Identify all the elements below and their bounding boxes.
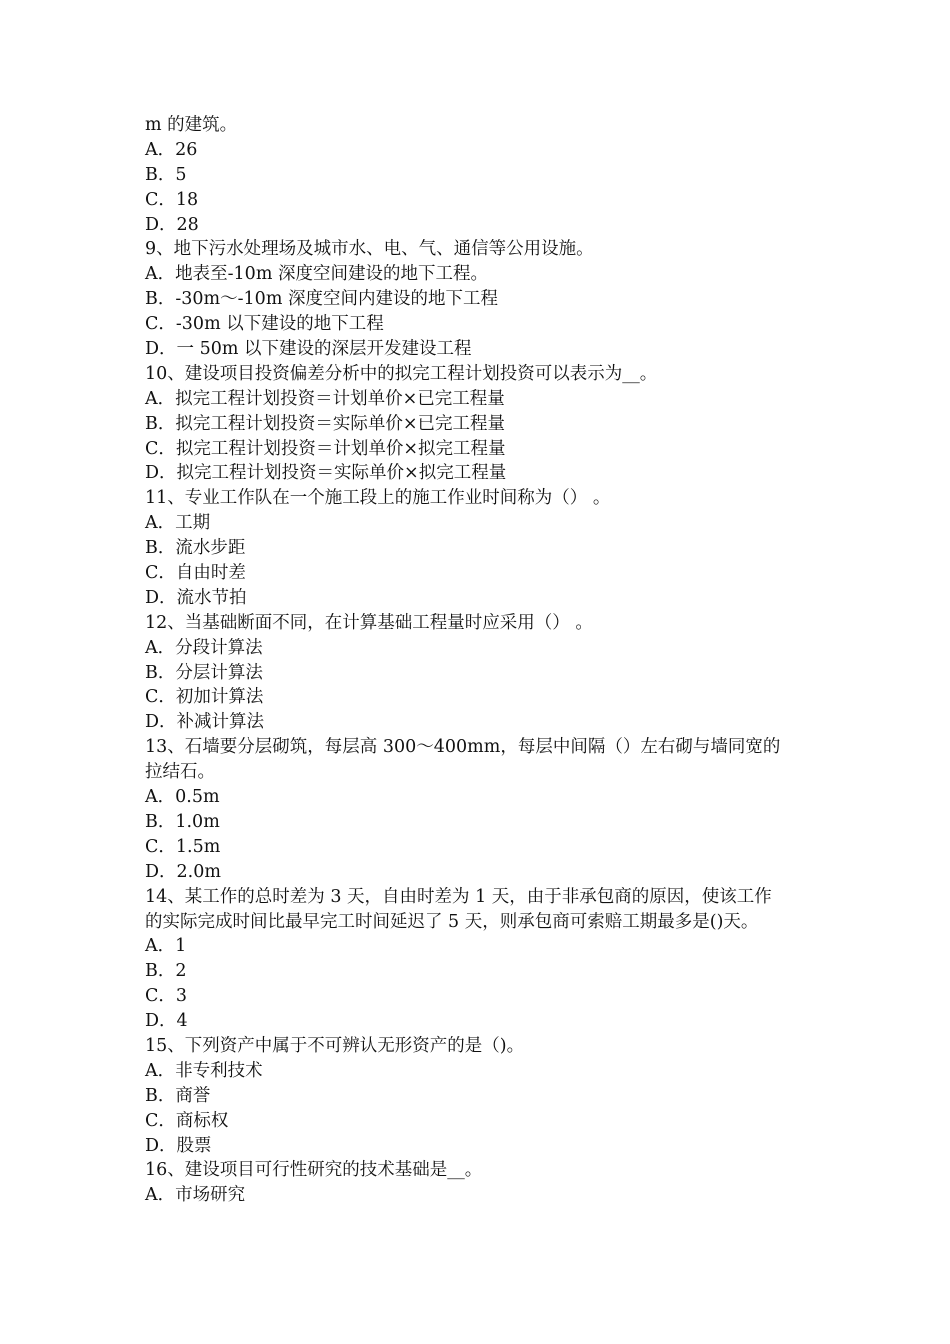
option-c: C．3 <box>145 986 188 1007</box>
question-14: 14、某工作的总时差为 3 天，自由时差为 1 天，由于非承包商的原因，使该工作 <box>145 886 772 907</box>
option-b: B．2 <box>145 961 187 982</box>
option-b: B．拟完工程计划投资＝实际单价×已完工程量 <box>145 413 506 434</box>
text-line: m 的建筑。 <box>145 115 238 135</box>
option-d: D．一 50m 以下建设的深层开发建设工程 <box>145 339 472 360</box>
question-13-continued: 拉结石。 <box>145 762 215 783</box>
option-a: A．地表至-10m 深度空间建设的地下工程。 <box>145 264 488 285</box>
option-a: A．非专利技术 <box>145 1060 263 1081</box>
option-b: B．分层计算法 <box>145 662 263 683</box>
question-9: 9、地下污水处理场及城市水、电、气、通信等公用设施。 <box>145 239 594 260</box>
option-c: C．初加计算法 <box>145 687 264 708</box>
option-a: A．1 <box>145 936 187 957</box>
option-c: C．自由时差 <box>145 563 246 584</box>
option-d: D．补减计算法 <box>145 712 265 733</box>
option-c: C．1.5m <box>145 836 221 857</box>
option-a: A．26 <box>145 139 198 160</box>
option-a: A．分段计算法 <box>145 637 263 658</box>
question-15: 15、下列资产中属于不可辨认无形资产的是（)。 <box>145 1035 525 1056</box>
option-d: D．股票 <box>145 1135 212 1156</box>
question-13: 13、石墙要分层砌筑，每层高 300～400mm，每层中间隔（）左右砌与墙同宽的 <box>145 737 781 758</box>
option-c: C．-30m 以下建设的地下工程 <box>145 314 384 335</box>
option-d: D．28 <box>145 214 199 235</box>
question-10: 10、建设项目投资偏差分析中的拟完工程计划投资可以表示为__。 <box>145 363 658 384</box>
option-b: B．流水步距 <box>145 538 246 559</box>
option-a: A．拟完工程计划投资＝计划单价×已完工程量 <box>145 388 505 409</box>
option-d: D．2.0m <box>145 861 221 882</box>
option-b: B．-30m～-10m 深度空间内建设的地下工程 <box>145 289 498 310</box>
option-d: D．拟完工程计划投资＝实际单价×拟完工程量 <box>145 463 507 484</box>
question-14-continued: 的实际完成时间比最早完工时间延迟了 5 天，则承包商可索赔工期最多是()天。 <box>145 911 759 932</box>
document-body <box>145 113 810 1208</box>
option-b: B．商誉 <box>145 1085 211 1106</box>
option-d: D．流水节拍 <box>145 587 247 608</box>
option-c: C．拟完工程计划投资＝计划单价×拟完工程量 <box>145 438 506 459</box>
option-c: C．商标权 <box>145 1110 229 1131</box>
option-b: B．5 <box>145 164 187 185</box>
option-a: A．工期 <box>145 513 211 534</box>
option-d: D．4 <box>145 1011 188 1032</box>
option-b: B．1.0m <box>145 811 220 832</box>
option-a: A．市场研究 <box>145 1185 246 1206</box>
option-c: C．18 <box>145 189 199 210</box>
question-11: 11、专业工作队在一个施工段上的施工作业时间称为（） 。 <box>145 488 611 509</box>
question-12: 12、当基础断面不同，在计算基础工程量时应采用（） 。 <box>145 612 593 633</box>
question-16: 16、建设项目可行性研究的技术基础是__。 <box>145 1160 483 1181</box>
option-a: A．0.5m <box>145 787 220 808</box>
